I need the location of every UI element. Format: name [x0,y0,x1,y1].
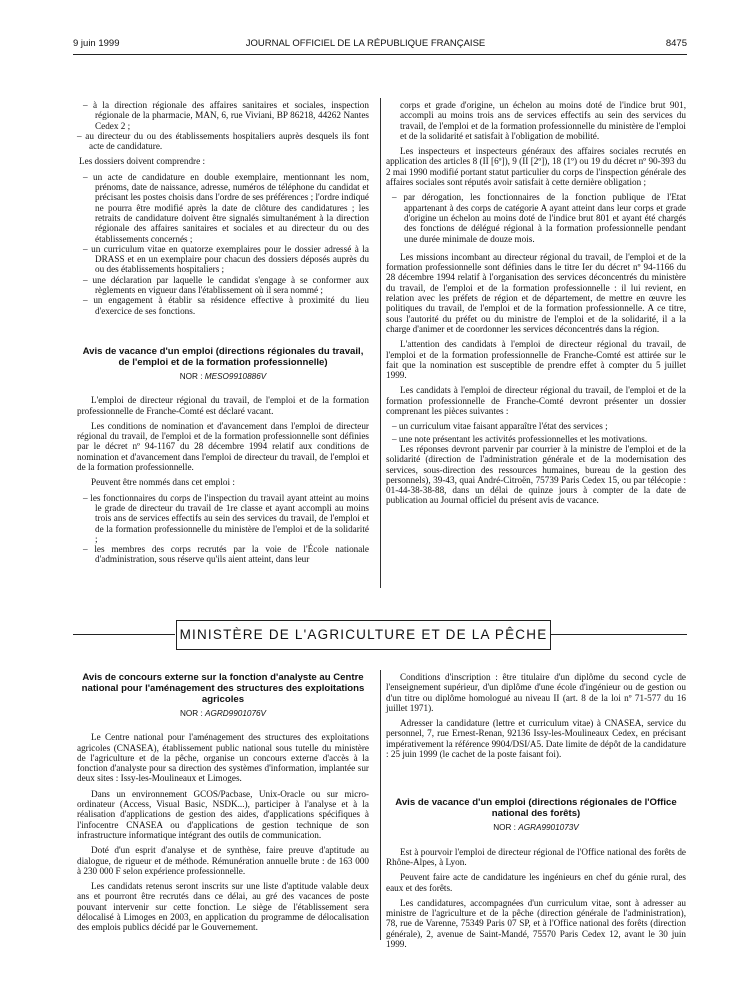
list-item: – au directeur du ou des établissements hospitaliers auprès desquels ils font acte de candidature. [77,130,369,152]
header-rule [73,54,687,55]
paragraph: Les conditions de nomination et d'avancement dans l'emploi de directeur régional du travail, de l'emploi et de la formation professionnelle sont définies par le décret nº 94-1167 du 28 décembre 1994 relatif aux conditions de nomination et d'avancement dans l'emploi de directeur du travail, de l'emploi et de la formation professionnelle. [77,420,369,473]
column-divider [380,98,381,588]
list-item: – un acte de candidature en double exemplaire, mentionnant les nom, prénoms, date de naissance, adresse, numéros de téléphone du candidat et précisant les postes choisis dans l'ordre de ses préférences ; l'ordre indiqué ne pourra être modifié après la date de clôture des candidatures ; les retraits de candidature doivent être signalés simultanément à la direction régionale des affaires sanitaires et sociales et au directeur du ou des établissements concernés ; [83,171,369,244]
paragraph: Dans un environnement GCOS/Pacbase, Unix-Oracle ou sur micro-ordinateur (Access, Visual Basic, NSDK...), participer à l'analyse et à la réalisation d'applications de gestion des aides, d'applications spécifiques à l'infocentre CNASEA ou d'applications de gestion technique de son infrastructure informatique intégrant des outils de communication. [77,788,369,840]
nor-reference: NOR : AGRA9901073V [493,823,579,833]
paragraph: Peuvent être nommés dans cet emploi : [91,477,235,488]
bottom-right-column [386,672,686,954]
bottom-left-column [77,672,369,938]
banner-rule-left [73,634,175,635]
nor-reference: NOR : AGRD9901076V [179,709,267,718]
paragraph: Le Centre national pour l'aménagement des structures des exploitations agricoles (CNASEA), établissement public national sous tutelle du ministère de l'agriculture et de la pêche, organise un concours externe d'accès à la fonction d'analyste pour sa direction des systèmes d'information, implantée sur deux sites : Issy-les-Moulineaux et Limoges. [77,732,369,784]
paragraph: Les inspecteurs et inspecteurs généraux des affaires sociales recrutés en application des articles 8 (II [6º]), 9 (II [2º]), 18 (1º) ou 19 du décret nº 90-393 du 2 mai 1990 modifié portant statut particulier du corps de l'inspection générale des affaires sociales sont réputés avoir satisfait à cette dernière obligation ; [386,146,686,188]
paragraph: L'attention des candidats à l'emploi de directeur régional du travail, de l'emploi et de la formation professionnelle de Franche-Comté est attirée sur le fait que la nomination est susceptible de prendre effet à compter du 5 juillet 1999. [386,339,686,381]
page-header [0,38,731,52]
top-left-column [77,100,369,565]
header-page-number: 8475 [665,38,687,49]
paragraph: Adresser la candidature (lettre et curriculum vitae) à CNASEA, service du personnel, 7, rue Ernest-Renan, 92136 Issy-les-Moulineaux Cedex, en précisant impérativement la référence 9904/DSI/A5. Date limite de dépôt de la candidature : 25 juin 1999 (le cachet de la poste faisant foi). [386,718,686,760]
list-item: – à la direction régionale des affaires sanitaires et sociales, inspection régionale de la pharmacie, MAN, 6, rue Viviani, BP 86218, 44262 Nantes Cedex 2 ; [83,100,369,131]
paragraph: Doté d'un esprit d'analyse et de synthèse, faire preuve d'aptitude au dialogue, de rigueur et de méthode. Rémunération annuelle brute : de 163 000 à 230 000 F selon expérience professionnelle. [77,845,369,876]
paragraph: Les réponses devront parvenir par courrier à la ministre de l'emploi et de la solidarité (direction de l'administration générale et de la modernisation des services, sous-direction des ressources humaines, bureau de la gestion des personnels), 39-43, quai André-Citroën, 75739 Paris Cedex 15, ou par télécopie : 01-44-38-38-88, dans un délai de quinze jours à compter de la date de publication au Journal officiel du présent avis de vacance. [386,443,686,506]
list-item: – une note présentant les activités professionnelles et les motivations. [392,433,648,444]
list-item: – par dérogation, les fonctionnaires de la fonction publique de l'Etat appartenant à des corps de catégorie A ayant atteint dans leur corps et grade d'origine un échelon au moins doté de l'indice brut 801 et ayant été chargés des fonctions de délégué régional à la formation professionnelle pendant une durée minimale de douze mois. [392,192,686,244]
list-item: – les membres des corps recrutés par la voie de l'École nationale d'administration, sous réserve qu'ils aient atteint, dans leur [83,544,369,565]
column-divider [380,670,381,940]
list-item: – une déclaration par laquelle le candidat s'engage à se conformer aux règlements en vigueur dans l'établissement où il sera nommé ; [83,274,369,296]
paragraph: Conditions d'inscription : être titulaire d'un diplôme du second cycle de l'enseignement supérieur, d'un diplôme d'une école d'ingénieur ou de gestion ou d'un titre ou diplôme homologué au niveau II (art. 8 de la loi nº 71-577 du 16 juillet 1971). [386,672,686,713]
paragraph: Les candidatures, accompagnées d'un curriculum vitae, sont à adresser au ministre de l'agriculture et de la pêche (direction générale de l'administration), 78, rue de Varenne, 75349 Paris 07 SP, et à l'Office national des forêts (direction générale), 2, avenue de Saint-Mandé, 75570 Paris Cedex 12, avant le 30 juin 1999. [386,897,686,950]
paragraph: Est à pourvoir l'emploi de directeur régional de l'Office national des forêts de Rhône-Alpes, à Lyon. [386,846,686,867]
nor-code: MESO9910886V [204,371,267,381]
section-title: Avis de vacance d'un emploi (directions régionales de l'Office national des forêts) [395,797,677,820]
ministry-banner: MINISTÈRE DE L'AGRICULTURE ET DE LA PÊCHE [176,620,551,650]
list-item: – un curriculum vitae en quatorze exemplaires pour le dossier adressé à la DRASS et en un exemplaire pour chacun des dossiers déposés auprès du ou des établissements hospitaliers ; [83,243,369,275]
paragraph: Les candidats retenus seront inscrits sur une liste d'aptitude valable deux ans et pourront être recrutés dans ce délai, au gré des vacances de poste pouvant intervenir sur cette fonction. Le siège de l'établissement sera délocalisé à Limoges en 2003, en application du programme de délocalisation des emplois publics décidé par le Gouvernement. [77,881,369,933]
nor-code: AGRD9901076V [205,709,267,718]
nor-code: AGRA9901073V [518,823,579,833]
paragraph: corps et grade d'origine, un échelon au moins doté de l'indice brut 901, accompli au moins trois ans de services effectifs au sein des services du travail, de l'emploi et de la formation professionnelle du ministère de l'emploi et de la solidarité et satisfait à l'obligation de mobilité. [400,100,686,141]
paragraph: Les candidats à l'emploi de directeur régional du travail, de l'emploi et de la formation professionnelle de Franche-Comté devront présenter un dossier comprenant les pièces suivantes : [386,385,686,417]
nor-reference: NOR : MESO9910886V [179,371,267,381]
paragraph: Peuvent faire acte de candidature les ingénieurs en chef du génie rural, des eaux et des forêts. [386,872,686,893]
dossiers-intro: Les dossiers doivent comprendre : [79,156,206,167]
header-title: JOURNAL OFFICIEL DE LA RÉPUBLIQUE FRANÇAISE [245,38,486,49]
paragraph: Les missions incombant au directeur régional du travail, de l'emploi et de la formation professionnelle sont définies dans le titre Ier du décret nº 94-1166 du 28 décembre 1994 relatif à l'organisation des services déconcentrés du ministère du travail, de l'emploi et de la formation professionnelle : il lui revient, en relation avec les préfets de région et de département, de mettre en œuvre les politiques du travail, de l'emploi et de la formation professionnelle. A ce titre, sous l'autorité du préfet ou du ministre de l'emploi et de la solidarité, il a la charge d'animer et de coordonner les services déconcentrés dans la région. [386,251,686,334]
section-title: Avis de vacance d'un emploi (directions régionales du travail, de l'emploi et de la formation professionnelle) [82,345,364,368]
header-date: 9 juin 1999 [73,38,120,49]
paragraph: L'emploi de directeur régional du travail, de l'emploi et de la formation professionnelle de Franche-Comté est déclaré vacant. [77,395,369,416]
list-item: – les fonctionnaires du corps de l'inspection du travail ayant atteint au moins le grade de directeur du travail de 1re classe et ayant accompli au moins trois ans de services effectifs au sein des services du travail, de l'emploi et de la formation professionnelle du ministère de l'emploi et de la solidarité ; [83,492,369,544]
top-right-column [386,100,686,511]
list-item: – un curriculum vitae faisant apparaître l'état des services ; [392,421,608,432]
section-title: Avis de concours externe sur la fonction d'analyste au Centre national pour l'aménagement des structures des exploitations agricoles [81,672,365,705]
banner-rule-right [550,634,687,635]
list-item: – un engagement à établir sa résidence effective à proximité du lieu d'exercice de ses fonctions. [83,295,369,316]
